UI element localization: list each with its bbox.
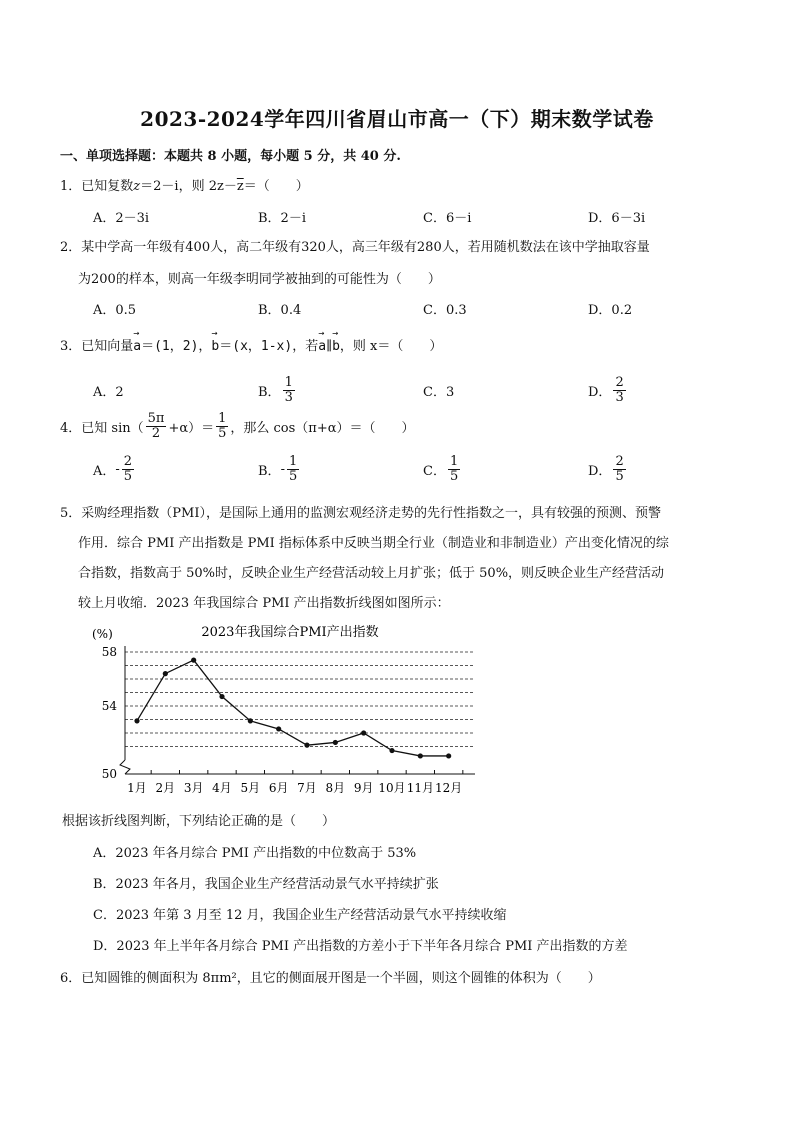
q3-cond: 若 (305, 339, 319, 354)
q4-option-fraction (613, 455, 625, 484)
q3-option-b-fraction (283, 376, 295, 405)
q1-option-b: B．2－i (258, 211, 306, 226)
q4-option-sign: - (115, 462, 120, 477)
q3-option-d-fraction (613, 376, 625, 405)
q2-option-d: D．0.2 (588, 303, 633, 318)
q3-option-a: A．2 (93, 385, 124, 400)
fraction-numerator: 1 (288, 454, 298, 469)
q4-stem-b: +α）＝ (168, 421, 215, 436)
data-point (361, 730, 366, 735)
chart-ylabel: (%) (92, 627, 113, 641)
q4-option-label: D． (588, 464, 612, 479)
axis-break (120, 760, 130, 774)
question-4 (60, 412, 750, 441)
data-point (163, 671, 168, 676)
fraction-denominator: 5 (123, 469, 133, 484)
question-3 (60, 335, 750, 354)
x-tick-label: 6月 (268, 781, 289, 795)
data-point (134, 718, 139, 723)
x-tick-label: 2月 (155, 781, 176, 795)
q5-option-b: B．2023 年各月，我国企业生产经营活动景气水平持续扩张 (93, 877, 439, 892)
q3-option-b-label: B． (258, 385, 281, 400)
vector-b-2: → b (332, 339, 340, 354)
chart-y-ticks (102, 645, 118, 781)
q2-option-b: B．0.4 (258, 303, 302, 318)
fraction-denominator: 5 (615, 469, 624, 484)
question-2-line-2: 为200的样本，则高一年级李明同学被抽到的可能性为（ ） (78, 272, 441, 287)
q1-options (93, 207, 753, 226)
vector-b: → b (211, 339, 219, 354)
data-point (446, 753, 451, 758)
x-tick-label: 7月 (297, 781, 317, 795)
q4-angle-fraction (146, 412, 167, 441)
q3-option-d (588, 376, 753, 405)
q1-z: z (133, 179, 141, 194)
q1-option-d: D．6－3i (588, 211, 646, 226)
chart-title: 2023年我国综合PMI产出指数 (201, 625, 379, 640)
question-5-line-3: 合指数，指数高于 50%时，反映企业生产经营活动较上月扩张；低于 50%，则反映企业生产经营活动 (78, 566, 665, 581)
data-point (333, 740, 338, 745)
q1-option-c: C．6－i (423, 211, 472, 226)
x-tick-label: 11月 (406, 781, 434, 795)
q4-option-d (588, 455, 753, 484)
q5-option-a: A．2023 年各月综合 PMI 产出指数的中位数高于 53% (93, 846, 417, 861)
data-point (248, 718, 253, 723)
q1-zbar: $\overline{z}$ (236, 179, 244, 194)
q5-option-c: C．2023 年第 3 月至 12 月，我国企业生产经营活动景气水平持续收缩 (93, 908, 507, 923)
question-2-line-1: 2．某中学高一年级有400人，高二年级有320人，高三年级有280人，若用随机数法在该中学抽取容量 (60, 240, 650, 255)
fraction-denominator: 3 (615, 390, 624, 405)
fraction-denominator: 5 (449, 469, 459, 484)
q3-a-value: ＝(1，2)， (141, 339, 212, 354)
q4-option-fraction (287, 455, 299, 484)
series-line (137, 660, 449, 756)
q3-b-value: ＝(x，1-x)， (219, 339, 306, 354)
x-tick-label: 3月 (183, 781, 204, 795)
x-tick-label: 8月 (325, 781, 346, 795)
x-tick-label: 5月 (240, 781, 261, 795)
series-points (134, 658, 451, 759)
fraction-numerator: 1 (449, 454, 459, 469)
fraction-denominator: 5 (218, 426, 227, 441)
q4-option-label: C． (423, 464, 446, 479)
vector-a: → a (133, 339, 141, 354)
x-tick-label: 10月 (378, 781, 406, 795)
q4-option-fraction (448, 455, 460, 484)
q1-stem-c: ＝（ ） (243, 179, 309, 194)
q4-option-c (423, 455, 588, 484)
fraction-numerator: 2 (123, 454, 133, 469)
question-5-line-2: 作用．综合 PMI 产出指数是 PMI 指标体系中反映当期全行业（制造业和非制造业）产出变化情况的综 (78, 536, 669, 551)
q5-option-d: D．2023 年上半年各月综合 PMI 产出指数的方差小于下半年各月综合 PMI 产出指数的方差 (93, 939, 628, 954)
fraction-denominator: 3 (284, 390, 293, 405)
q4-stem-a: 4．已知 sin（ (60, 421, 144, 436)
fraction-denominator: 2 (151, 426, 161, 441)
fraction-numerator: 2 (615, 454, 624, 469)
page-title: 2023-2024学年四川省眉山市高一（下）期末数学试卷 (140, 107, 654, 131)
data-point (219, 694, 224, 699)
q2-options (93, 299, 753, 318)
q4-stem-c: ，那么 cos（π+α）＝（ ） (230, 421, 415, 436)
q4-value-fraction (216, 412, 228, 441)
fraction-numerator: 5π (147, 411, 165, 426)
question-5-prompt: 根据该折线图判断，下列结论正确的是（ ） (62, 814, 336, 829)
x-tick-label: 4月 (212, 781, 232, 795)
q3-options (93, 376, 753, 405)
q4-option-b (258, 455, 423, 484)
q2-option-a: A．0.5 (93, 303, 137, 318)
fraction-numerator: 2 (615, 375, 624, 390)
q4-option-fraction (122, 455, 134, 484)
q3-stem-end: ，则 x＝（ ） (339, 339, 443, 354)
chart-gridlines (125, 652, 475, 747)
q3-option-b (258, 376, 423, 405)
data-point (276, 726, 281, 731)
section-heading: 一、单项选择题：本题共 8 小题，每小题 5 分，共 40 分. (60, 149, 401, 164)
data-point (304, 743, 309, 748)
q4-option-label: A． (93, 464, 116, 479)
q4-option-sign: - (280, 462, 285, 477)
vector-a-2: → a (318, 339, 326, 354)
question-1 (60, 175, 750, 194)
q3-option-d-label: D． (588, 385, 612, 400)
y-tick-label: 50 (101, 767, 117, 781)
q1-stem-a: 1．已知复数 (60, 179, 134, 194)
x-tick-label: 9月 (353, 781, 374, 795)
x-tick-label: 1月 (127, 781, 147, 795)
q1-stem-b: ＝2－i，则 2z－ (140, 179, 237, 194)
data-point (418, 753, 423, 758)
pmi-line-chart (90, 618, 490, 798)
fraction-denominator: 5 (288, 469, 298, 484)
question-6: 6．已知圆锥的侧面积为 8πm²，且它的侧面展开图是一个半圆，则这个圆锥的体积为（ ） (60, 971, 601, 986)
y-tick-label: 54 (101, 699, 117, 713)
data-point (389, 748, 394, 753)
question-5-line-4: 较上月收缩．2023 年我国综合 PMI 产出指数折线图如图所示： (78, 596, 450, 611)
q3-stem-a: 3．已知向量 (60, 339, 134, 354)
q2-option-c: C．0.3 (423, 303, 467, 318)
fraction-numerator: 1 (218, 411, 227, 426)
q1-option-a: A．2－3i (93, 211, 150, 226)
q3-option-c: C．3 (423, 385, 455, 400)
x-tick-label: 12月 (435, 781, 463, 795)
q4-options (93, 455, 753, 484)
data-point (191, 658, 196, 663)
question-5-line-1: 5．采购经理指数（PMI），是国际上通用的监测宏观经济走势的先行性指数之一，具有较强的预测、预警 (60, 506, 661, 521)
fraction-numerator: 1 (284, 375, 293, 390)
y-tick-label: 58 (101, 645, 117, 659)
parallel-symbol: ∥ (326, 339, 333, 354)
q4-option-a (93, 455, 258, 484)
q4-option-label: B． (258, 464, 281, 479)
